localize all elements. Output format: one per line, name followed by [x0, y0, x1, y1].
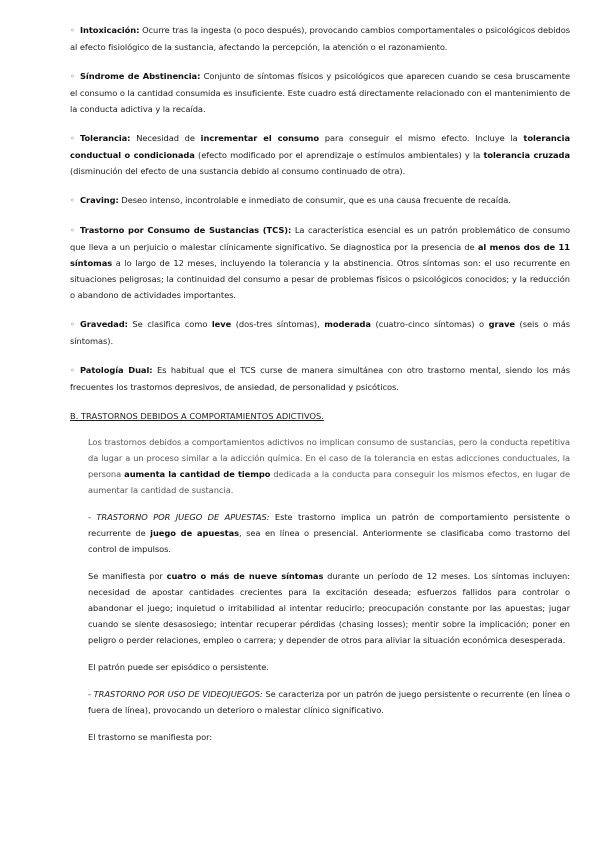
disorder-heading: - TRASTORNO POR JUEGO DE APUESTAS: [88, 512, 270, 522]
bullet-term: Síndrome de Abstinencia: [80, 71, 201, 81]
bullet-text: para conseguir el mismo efecto. Incluye la [319, 133, 524, 143]
paragraph-text: Se manifiesta por [88, 571, 167, 581]
bullet-text: La característica esencial es un patrón problemático de consumo que lleva a un perjuicio o malestar clínicamente significativo. Se diagnostica por la presencia de [70, 225, 571, 252]
bullet-item [70, 316, 570, 349]
bullet-marker: ◦ [70, 196, 75, 205]
bullet-text: tolerancia cruzada [483, 150, 570, 160]
bullet-term: Gravedad: [80, 319, 128, 329]
bullet-text: Conjunto de síntomas físicos y psicológicos que aparecen cuando se cesa bruscamente el consumo o la cantidad consumida es insuficiente. Este cuadro está directamente relacionado con el mantenimiento de la conducta adictiva y la recaída. [70, 71, 570, 114]
bullet-text: tolerancia conductual o condicionada [70, 133, 571, 160]
bullet-text: a lo largo de 12 meses, incluyendo la tolerancia y la abstinencia. Otros síntomas son: el uso recurrente en situaciones peligrosas; la continuidad del consumo a pesar de problemas físicos o psicológicos conocidos; y la reducción o abandono de actividades importantes. [70, 258, 570, 300]
bullet-text: (cuatro-cinco síntomas) o [370, 319, 489, 329]
bullet-term: Intoxicación: [80, 25, 140, 35]
bullet-text: (disminución del efecto de una sustancia debido al consumo continuado de otra). [70, 166, 406, 176]
paragraph-text: durante un período de 12 meses. Los síntomas incluyen: necesidad de apostar cantidades crecientes para la excitación deseada; esfuerzos fallidos para controlar o abandonar el juego; inquietud o irritabilidad al intentar reducirlo; preocupación constante por las apuestas; jugar cuando se siente desasosiego; intentar recuperar pérdidas (chasing losses); mentir sobre la implicación; poner en peligro o perder relaciones, empleo o carrera; y depender de otros para aliviar la situación económica desesperada. [88, 571, 570, 645]
bullet-item [70, 192, 570, 209]
paragraph-text: aumenta la cantidad de tiempo [124, 469, 271, 479]
bullet-text: (seis o más síntomas). [70, 319, 571, 346]
section-paragraph [88, 509, 570, 557]
paragraph-text: cuatro o más de nueve síntomas [166, 571, 324, 581]
bullet-text: (dos-tres síntomas), [231, 319, 325, 329]
paragraph-text: El trastorno se manifiesta por: [88, 732, 213, 742]
bullet-item [70, 22, 570, 55]
paragraph-text: Los trastornos debidos a comportamientos adictivos no implican consumo de sustancias, pero la conducta repetitiva da lugar a un proceso similar a la adicción química. En el caso de la tolerancia en estas adicciones conductuales, la persona [88, 437, 570, 479]
bullet-marker: ◦ [70, 72, 75, 81]
bullet-item [70, 222, 570, 303]
section-paragraph [88, 659, 570, 675]
disorder-heading: - TRASTORNO POR USO DE VIDEOJUEGOS: [88, 689, 263, 699]
bullet-marker: ◦ [70, 366, 75, 375]
bullet-term: Tolerancia: [80, 133, 131, 143]
bullet-text: (efecto modificado por el aprendizaje o estímulos ambientales) y la [194, 150, 484, 160]
section-title: B. TRASTORNOS DEBIDOS A COMPORTAMIENTOS ADICTIVOS. [70, 411, 324, 421]
bullet-text: grave [488, 319, 516, 329]
section-paragraph [88, 568, 570, 648]
bullet-item [70, 130, 570, 179]
bullet-text: leve [211, 319, 232, 329]
bullet-item [70, 68, 570, 117]
bullet-text: al menos dos de 11 síntomas [70, 242, 571, 268]
paragraph-text: El patrón puede ser episódico o persistente. [88, 662, 269, 672]
bullet-term: Patología Dual: [80, 365, 153, 375]
bullet-marker: ◦ [70, 26, 75, 35]
bullet-text: Necesidad de [136, 133, 201, 143]
bullet-text: incrementar el consumo [200, 133, 320, 143]
paragraph-text: juego de apuestas [150, 528, 240, 538]
bullet-term: Trastorno por Consumo de Sustancias (TCS): [80, 225, 292, 235]
bullet-text: Es habitual que el TCS curse de manera simultánea con otro trastorno mental, siendo los más frecuentes los trastornos depresivos, de ansiedad, de personalidad y psicóticos. [70, 365, 571, 392]
bullet-text: Se clasifica como [132, 319, 212, 329]
bullet-text: moderada [324, 319, 371, 329]
paragraph-text: dedicada a la conducta para conseguir los mismos efectos, en lugar de aumentar la cantidad de sustancia. [88, 469, 571, 495]
section-paragraph [88, 729, 570, 745]
paragraph-text: Este trastorno implica un patrón de comportamiento persistente o recurrente de [88, 512, 570, 538]
bullet-term: Craving: [80, 195, 119, 205]
bullet-marker: ◦ [70, 320, 75, 329]
section-paragraph [88, 686, 570, 718]
bullet-text: Deseo intenso, incontrolable e inmediato de consumir, que es una causa frecuente de recaída. [121, 195, 511, 205]
bullet-marker: ◦ [70, 226, 75, 235]
section-paragraph [88, 434, 570, 498]
paragraph-text: , sea en línea o presencial. Anteriormente se clasificaba como trastorno del control de impulsos. [88, 528, 570, 554]
paragraph-text: Se caracteriza por un patrón de juego persistente o recurrente (en línea o fuera de línea), provocando un deterioro o malestar clínico significativo. [88, 689, 570, 715]
bullet-marker: ◦ [70, 134, 75, 143]
bullet-text: Ocurre tras la ingesta (o poco después), provocando cambios comportamentales o psicológicos debidos al efecto fisiológico de la sustancia, afectando la percepción, la atención o el razonamiento. [70, 25, 571, 52]
section-body [70, 434, 570, 745]
bullet-item [70, 362, 570, 395]
bullet-list [70, 22, 570, 395]
